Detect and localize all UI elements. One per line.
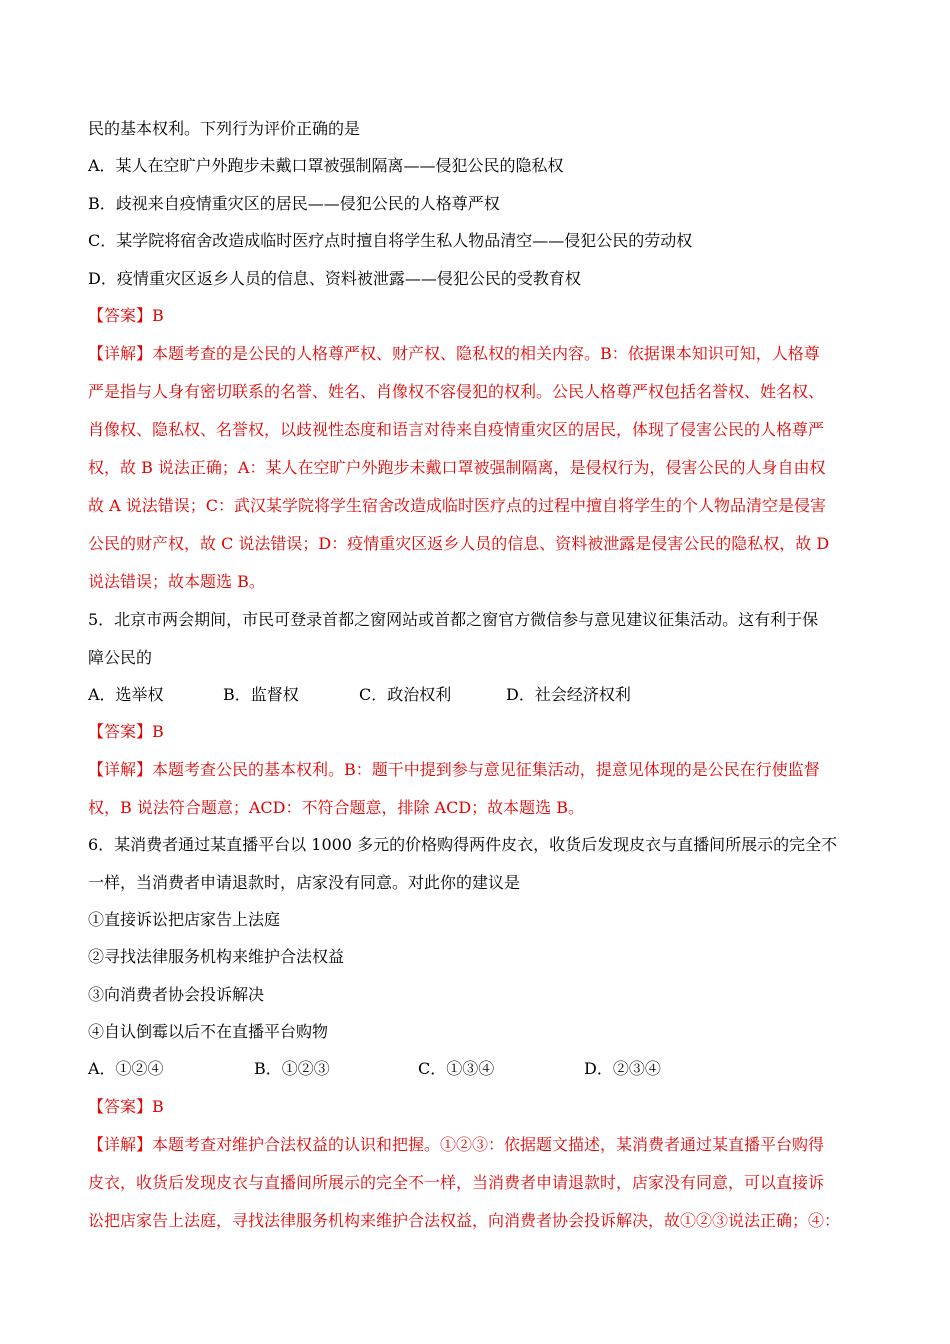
explanation-line: 故 A 说法错误；C：武汉某学院将学生宿舍改造成临时医疗点的过程中擅自将学生的个人物品清空是侵害 [88,496,826,515]
options-row [88,1058,878,1080]
question-stem: 民的基本权利。下列行为评价正确的是 [88,119,361,138]
question-stem: 障公民的 [88,648,153,667]
answer-label: 【答案】B [88,722,164,741]
explanation-line: 肖像权、隐私权、名誉权，以歧视性态度和语言对待来自疫情重灾区的居民，体现了侵害公民的人格尊严 [88,420,825,439]
option-a: A．选举权 [88,685,164,704]
explanation-line: 讼把店家告上法庭，寻找法律服务机构来维护合法权益，向消费者协会投诉解决，故①②③说法正确；④： [88,1211,841,1230]
option-a: A．某人在空旷户外跑步未戴口罩被强制隔离——侵犯公民的隐私权 [88,156,564,175]
option-b: B．①②③ [254,1059,330,1078]
statement-item: ①直接诉讼把店家告上法庭 [88,910,281,929]
answer-label: 【答案】B [88,1097,164,1116]
option-d: D．疫情重灾区返乡人员的信息、资料被泄露——侵犯公民的受教育权 [88,269,581,288]
statement-item: ④自认倒霉以后不在直播平台购物 [88,1022,329,1041]
option-c: C．某学院将宿舍改造成临时医疗点时擅自将学生私人物品清空——侵犯公民的劳动权 [88,231,693,250]
explanation-line: 权，B 说法符合题意；ACD：不符合题意，排除 ACD；故本题选 B。 [88,798,585,817]
statement-item: ②寻找法律服务机构来维护合法权益 [88,947,345,966]
option-d: D．社会经济权利 [506,685,631,704]
explanation-line: 【详解】本题考查对维护合法权益的认识和把握。①②③：依据题文描述，某消费者通过某直播平台购得 [88,1135,825,1154]
explanation-line: 【详解】本题考查公民的基本权利。B：题干中提到参与意见征集活动，提意见体现的是公民在行使监督 [88,760,820,779]
answer-label: 【答案】B [88,306,164,325]
option-b: B．监督权 [223,685,299,704]
explanation-line: 严是指与人身有密切联系的名誉、姓名、肖像权不容侵犯的权利。公民人格尊严权包括名誉权、姓名权、 [88,382,825,401]
question-stem: 6．某消费者通过某直播平台以 1000 多元的价格购得两件皮衣，收货后发现皮衣与直播间所展示的完全不 [88,835,838,854]
question-stem: 一样，当消费者申请退款时，店家没有同意。对此你的建议是 [88,873,521,892]
explanation-line: 权，故 B 说法正确；A：某人在空旷户外跑步未戴口罩被强制隔离，是侵权行为，侵害公民的人身自由权 [88,458,826,477]
explanation-line: 皮衣，收货后发现皮衣与直播间所展示的完全不一样，当消费者申请退款时，店家没有同意，可以直接诉 [88,1173,825,1192]
explanation-line: 说法错误；故本题选 B。 [88,572,265,591]
option-a: A．①②④ [88,1059,164,1078]
question-stem: 5．北京市两会期间，市民可登录首都之窗网站或首都之窗官方微信参与意见建议征集活动。这有利于保 [88,610,819,629]
option-c: C．①③④ [418,1059,495,1078]
statement-item: ③向消费者协会投诉解决 [88,985,265,1004]
option-c: C．政治权利 [359,685,452,704]
explanation-line: 公民的财产权，故 C 说法错误；D：疫情重灾区返乡人员的信息、资料被泄露是侵害公民的隐私权，故 D [88,534,830,553]
option-d: D．②③④ [584,1059,661,1078]
option-b: B．歧视来自疫情重灾区的居民——侵犯公民的人格尊严权 [88,194,500,213]
options-row [88,684,878,706]
explanation-line: 【详解】本题考查的是公民的人格尊严权、财产权、隐私权的相关内容。B：依据课本知识可知，人格尊 [88,344,820,363]
